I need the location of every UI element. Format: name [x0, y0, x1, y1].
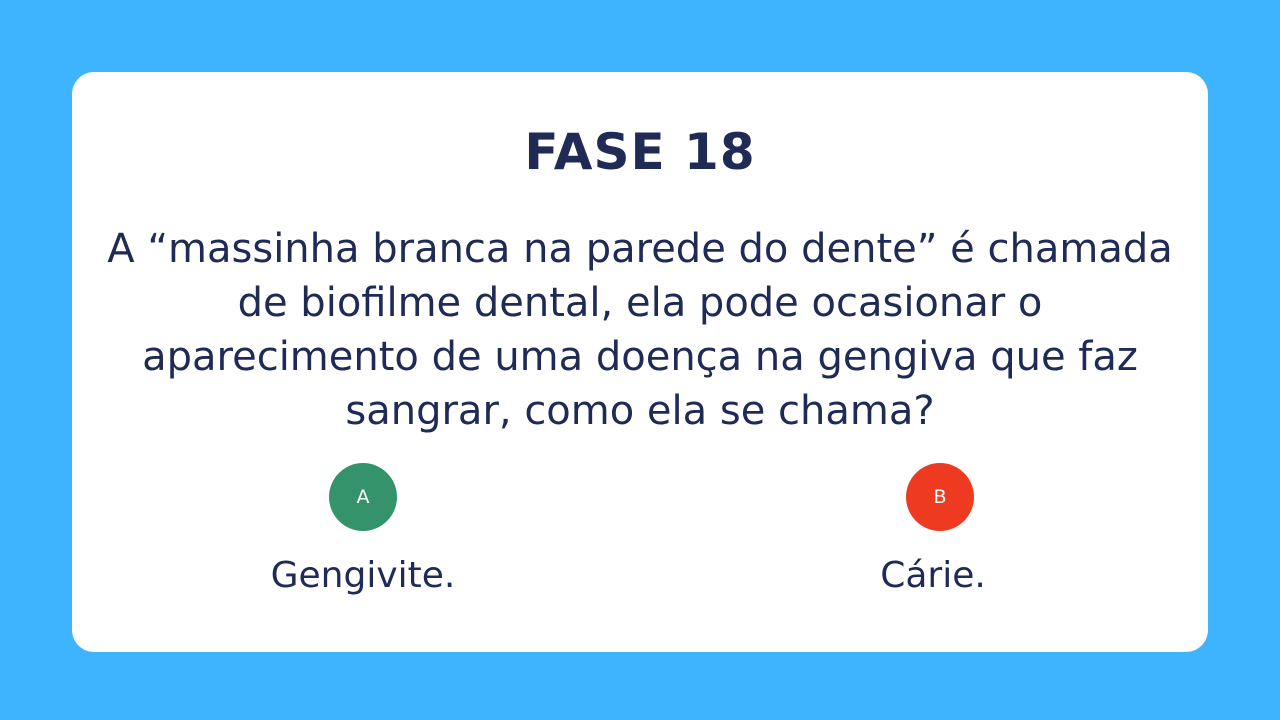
option-b-button[interactable]: B: [906, 463, 974, 531]
option-b-label[interactable]: Cárie.: [880, 555, 986, 596]
option-a-label[interactable]: Gengivite.: [270, 555, 456, 596]
level-title: FASE 18: [524, 123, 756, 181]
option-a-button[interactable]: A: [329, 463, 397, 531]
question-card: [72, 72, 1208, 652]
question-text: A “massinha branca na parede do dente” é chamada de biofilme dental, ela pode ocasionar o aparecimento de uma doença na gengiva que faz sangrar, como ela se chama?: [107, 226, 1173, 434]
